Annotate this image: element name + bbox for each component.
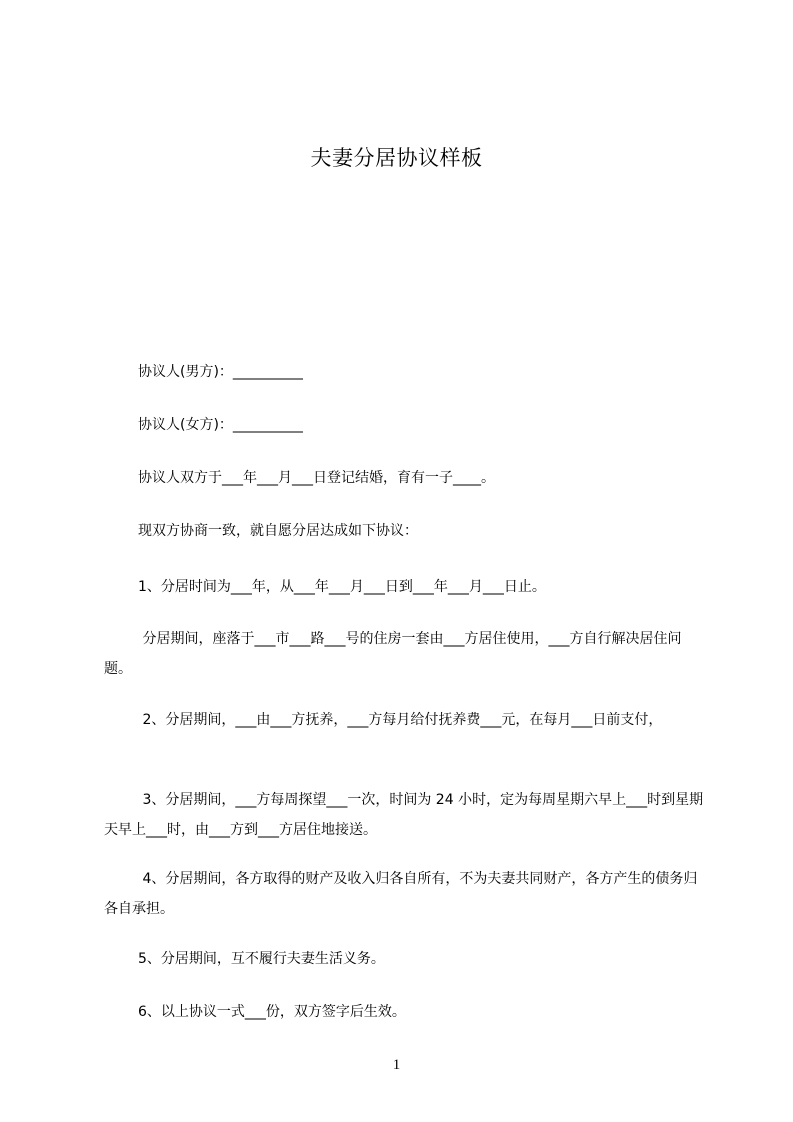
clause-4-paragraph: 4、分居期间，各方取得的财产及收入归各自所有，不为夫妻共同财产，各方产生的债务归各自承担。 [104, 871, 698, 917]
clause-6-paragraph: 6、以上协议一式___份，双方签字后生效。 [138, 1004, 406, 1020]
agreement-intro-paragraph: 现双方协商一致，就自愿分居达成如下协议： [138, 523, 418, 539]
clause-2-paragraph: 2、分居期间，___由___方抚养，___方每月给付抚养费___元，在每月___日前支付， [138, 712, 663, 728]
party-male-line: 协议人(男方)：__________ [138, 364, 303, 380]
clause-5-paragraph: 5、分居期间，互不履行夫妻生活义务。 [138, 951, 385, 967]
clause-3-paragraph: 3、分居期间，___方每周探望___一次，时间为 24 小时，定为每周星期六早上___时到星期天早上___时，由___方到___方居住地接送。 [104, 792, 704, 838]
marriage-info-paragraph: 协议人双方于___年___月___日登记结婚，育有一子____。 [138, 470, 495, 486]
page-number: 1 [392, 1057, 401, 1073]
party-female-line: 协议人(女方)：__________ [138, 417, 303, 433]
clause-1-paragraph: 1、分居时间为___年，从___年___月___日到___年___月___日止。 [138, 579, 546, 595]
document-title: 夫妻分居协议样板 [310, 146, 483, 170]
housing-paragraph: 分居期间，座落于___市___路___号的住房一套由___方居住使用，___方自行解决居住问题。 [104, 631, 682, 677]
